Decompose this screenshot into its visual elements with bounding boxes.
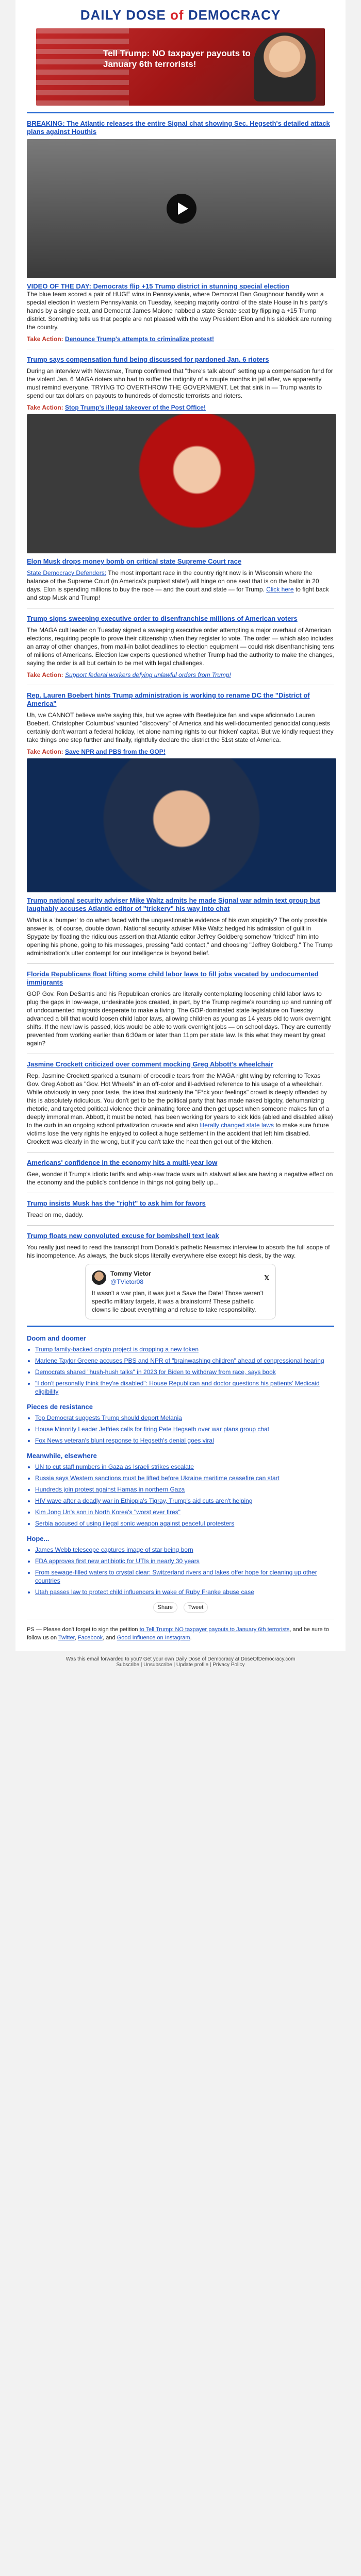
video-thumbnail[interactable] (27, 139, 336, 278)
story-title[interactable]: Florida Republicans float lifting some child labor laws to fill jobs vacated by undocumented immigrants (27, 970, 319, 986)
divider (27, 1225, 334, 1226)
divider (27, 1326, 334, 1327)
list-item[interactable]: • Democrats shared "hush-hush talks" in 2023 for Biden to withdraw from race, says book (35, 1368, 334, 1376)
story-photo (27, 758, 336, 892)
section (27, 1403, 334, 1445)
take-action[interactable]: Take Action: Support federal workers defying unlawful orders from Trump! (27, 671, 231, 679)
story-title[interactable]: Trump floats new convoluted excuse for bombshell text leak (27, 1232, 219, 1240)
story-title[interactable]: Elon Musk drops money bomb on critical state Supreme Court race (27, 557, 242, 565)
take-action[interactable]: Take Action: Denounce Trump's attempts to criminalize protest! (27, 335, 214, 343)
link-list (27, 1345, 334, 1396)
section (27, 1535, 334, 1596)
list-item[interactable]: • HIV wave after a deadly war in Ethiopia's Tigray, Trump's aid cuts aren't helping (35, 1497, 334, 1505)
story-title[interactable]: Trump says compensation fund being discussed for pardoned Jan. 6 rioters (27, 355, 269, 363)
section-heading: Hope... (27, 1535, 50, 1543)
list-item[interactable]: • House Minority Leader Jeffries calls for firing Pete Hegseth over war plans group chat (35, 1425, 334, 1433)
divider (27, 963, 334, 964)
story-title[interactable]: Trump signs sweeping executive order to disenfranchise millions of American voters (27, 615, 298, 622)
list-item[interactable]: • Utah passes law to protect child influencers in wake of Ruby Franke abuse case (35, 1588, 334, 1596)
footer-links[interactable]: Subscribe | Unsubscribe | Update profile | Privacy Policy (116, 1662, 245, 1668)
list-item[interactable]: • Trump family-backed crypto project is dropping a new token (35, 1345, 334, 1353)
instagram-link[interactable]: Good Influence on Instagram (117, 1635, 190, 1641)
ps-text: PS — Please don't forget to sign the petition to Tell Trump: NO taxpayer payouts to January 6th terrorists, and be sure to follow us on Twitter, Facebook, and Good Influence on Instagram. (27, 1626, 329, 1641)
story-body: Tread on me, daddy. (27, 1211, 84, 1218)
play-icon[interactable] (167, 194, 196, 224)
x-logo-icon: 𝕏 (264, 1274, 269, 1281)
list-item[interactable]: • Top Democrat suggests Trump should deport Melania (35, 1414, 334, 1422)
click-here-link[interactable]: Click here (266, 586, 294, 593)
story-body: During an interview with Newsmax, Trump confirmed that "there's talk about" setting up a compensation fund for the violent Jan. 6 MAGA rioters who had to suffer the indignity of a couple months in jail after, we apparently must remind everyone, TRYING TO OVERTHROW THE GOVERNMENT. Let that sink in — Trump wants to spend our tax dollars on payouts to hundreds of domestic terrorists and rioters. (27, 367, 333, 399)
story-body: State Democracy Defenders: The most important race in the country right now is in Wisconsin where the balance of the Supreme Court (in America's purplest state!) will hinge on one seat that is on the ballot in 20 days. Elon is spending millions to buy the race — and the court and state — for Trump. Click here to fight back and stop Musk and Trump! (27, 569, 329, 601)
divider (27, 1152, 334, 1153)
petition-link[interactable]: to Tell Trump: NO taxpayer payouts to January 6th terrorists (139, 1626, 290, 1633)
story-title[interactable]: Trump insists Musk has the "right" to ask him for favors (27, 1199, 206, 1207)
story-body: GOP Gov. Ron DeSantis and his Republican cronies are literally contemplating loosening child labor laws to plug the gaps in low-wage, undesirable jobs created, in part, by the Trump regime's rounding up and running off of undocumented migrants desperate to make a living. The GOP-dominated state legislature on Tuesday advanced a bill that would loosen child labor laws, allowing children as young as 14 years old to work overnight shifts. If the new law is passed, kids would be able to work overnight jobs — on school days. They are currently prevented from working earlier than 6:30am or later than 11pm per state law. Is this what they meant by great again? (27, 990, 332, 1047)
twitter-link[interactable]: Twitter (58, 1635, 75, 1641)
share-button[interactable]: Share (153, 1602, 177, 1613)
embedded-tweet[interactable] (85, 1264, 276, 1319)
avatar (92, 1270, 106, 1285)
tweet-handle: @TVietor08 (110, 1278, 143, 1285)
section-heading: Doom and doomer (27, 1334, 86, 1342)
list-item[interactable]: • Russia says Western sanctions must be lifted before Ukraine maritime ceasefire can start (35, 1474, 334, 1482)
section (27, 1334, 334, 1396)
list-item[interactable]: • Marlene Taylor Greene accuses PBS and NPR of "brainwashing children" ahead of congressional hearing (35, 1357, 334, 1365)
story-photo (27, 414, 336, 553)
story-body: What is a 'bumper' to do when faced with the unquestionable evidence of his own stupidity? The only possible answer is, of course, double down. National security adviser Mike Waltz hedged his admission of guilt in Spygate by floating the ridiculous assertion that Atlantic editor Jeffrey Goldberg somehow "tricked" him into opening his phone, going to his messages, pressing "add contact," and choosing "Jeffrey Goldberg." The Trump administration's utter contempt for our intelligence is beyond belief. (27, 917, 333, 957)
story-title[interactable]: Jasmine Crockett criticized over comment mocking Greg Abbott's wheelchair (27, 1060, 273, 1068)
story-title[interactable]: Rep. Lauren Boebert hints Trump administration is working to rename DC the "District of America" (27, 691, 310, 707)
tweet-button[interactable]: Tweet (184, 1602, 208, 1613)
section-heading: Pieces de resistance (27, 1403, 93, 1411)
story-body: Rep. Jasmine Crockett sparked a tsunami of crocodile tears from the MAGA right wing by referring to Texas Gov. Greg Abbott as "Gov. Hot Wheels" in an off-color and ill-advised reference to his usage of a wheelchair. While obviously in very poor taste, the idea that suddenly the "F*ck your feelings" crowd is deeply offended by this is absolutely ridiculous. You don't get to be the political party that has made naked bigotry, dehumanizing rhetoric, and targeted political violence their animating force and then get upset when someone makes fun of a deeply immoral man. Abbott, it must be noted, has been working for years to kick kids (abled and disabled alike) to the curb in an ongoing school privatization crusade and also literally changed state laws to make sure future victims lose the very rights he enjoyed to collect a huge settlement in the accident that left him disabled. Crockett was clearly in the wrong, but if you can't take the heat then get out of the kitchen. (27, 1072, 333, 1145)
list-item[interactable]: • FDA approves first new antibiotic for UTIs in nearly 30 years (35, 1557, 334, 1565)
story-title[interactable]: VIDEO OF THE DAY: Democrats flip +15 Trump district in stunning special election (27, 282, 289, 290)
list-item[interactable]: • Kim Jong Un's son in North Korea's "worst ever fires" (35, 1508, 334, 1516)
story-body: The blue team scored a pair of HUGE wins in Pennsylvania, where Democrat Dan Goughnour handily won a special election in western Pennsylvania on Tuesday, keeping majority control of the state House in his party's hands by a single seat, and Democrat James Malone nabbed a state Senate seat by flipping a +15 Trump district. Something tells us that people are not pleased with the way President Elon and his sidekick are running the country. (27, 291, 332, 331)
story-body: Gee, wonder if Trump's idiotic tariffs and whip-saw trade wars with stalwart allies are having a negative effect on the economy and the public's confidence in things not going belly up... (27, 1171, 333, 1186)
brand-logo: DAILY DOSE of DEMOCRACY (80, 7, 281, 23)
story-body: You really just need to read the transcript from Donald's pathetic Newsmax interview to absorb the full scope of his incompetence. As always, the buck stops literally everywhere else except his desk, by the way. (27, 1244, 330, 1259)
story-title[interactable]: BREAKING: The Atlantic releases the entire Signal chat showing Sec. Hegseth's detailed attack plans against Houthis (27, 120, 330, 135)
story-title[interactable]: Americans' confidence in the economy hits a multi-year low (27, 1159, 218, 1166)
link-list (27, 1463, 334, 1528)
facebook-link[interactable]: Facebook (77, 1635, 103, 1641)
tweet-name: Tommy Vietor (110, 1270, 151, 1277)
list-item[interactable]: • Hundreds join protest against Hamas in northern Gaza (35, 1485, 334, 1494)
list-item[interactable]: • From sewage-filled waters to crystal clear: Switzerland rivers and lakes offer hope for cleaning up other countries (35, 1568, 334, 1585)
section (27, 1452, 334, 1528)
banner-portrait (254, 32, 316, 101)
footer (15, 1656, 346, 1668)
share-bar (27, 1602, 334, 1613)
list-item[interactable]: • James Webb telescope captures image of star being born (35, 1546, 334, 1554)
story-title[interactable]: Trump national security adviser Mike Waltz admits he made Signal war admin text group but laughably accuses Atlantic editor of "trickery" his way into chat (27, 896, 320, 912)
link-list (27, 1546, 334, 1596)
banner-text: Tell Trump: NO taxpayer payouts to January 6th terrorists! (103, 48, 251, 69)
footer-line[interactable]: Was this email forwarded to you? Get your own Daily Dose of Democracy at DoseOfDemocracy.com (65, 1656, 296, 1662)
section-heading: Meanwhile, elsewhere (27, 1452, 97, 1460)
list-item[interactable]: • Fox News veteran's blunt response to Hegseth's denial goes viral (35, 1436, 334, 1445)
list-item[interactable]: • Serbia accused of using illegal sonic weapon against peaceful protesters (35, 1519, 334, 1528)
inline-link[interactable]: literally changed state laws (200, 1122, 274, 1129)
link-list (27, 1414, 334, 1445)
divider (27, 112, 334, 113)
story-body: The MAGA cult leader on Tuesday signed a sweeping executive order attempting a major overhaul of American elections, requiring people to prove their citizenship when they register to vote. The order — which also includes an array of other changes, from mail-in ballot deadlines to election equipment — could risk disenfranchising tens of millions of Americans. Election law experts questioned whether Trump had the authority to make the changes, saying the order is all but certain to be met with legal challenges. (27, 626, 334, 667)
list-item[interactable]: • "I don't personally think they're disabled": House Republican and doctor questions his patients' Medicaid eligibility (35, 1379, 334, 1396)
take-action[interactable]: Take Action: Save NPR and PBS from the GOP! (27, 748, 166, 755)
story-body: Uh, we CANNOT believe we're saying this, but we agree with Beetlejuice fan and vape aficionado Lauren Boebert. Christopher Columbus' vaunted "discovery" of America and his well-documented genocidal conquests certainly don't warrant a federal holiday, let alone naming rights to our fricken' capital. But we kindly request they take things one step further and finally, rightfully declare the district the 51st state of America. (27, 711, 334, 743)
tweet-text: It wasn't a war plan, it was just a Save the Date! Those weren't specific military targets, it was a brainstorm! These pathetic clowns lie about everything and refuse to take responsibility. (92, 1290, 264, 1313)
list-item[interactable]: • UN to cut staff numbers in Gaza as Israeli strikes escalate (35, 1463, 334, 1471)
tweet-header (92, 1269, 269, 1286)
email-container (15, 0, 346, 1651)
take-action[interactable]: Take Action: Stop Trump's illegal takeover of the Post Office! (27, 404, 206, 411)
petition-banner[interactable] (36, 28, 325, 106)
